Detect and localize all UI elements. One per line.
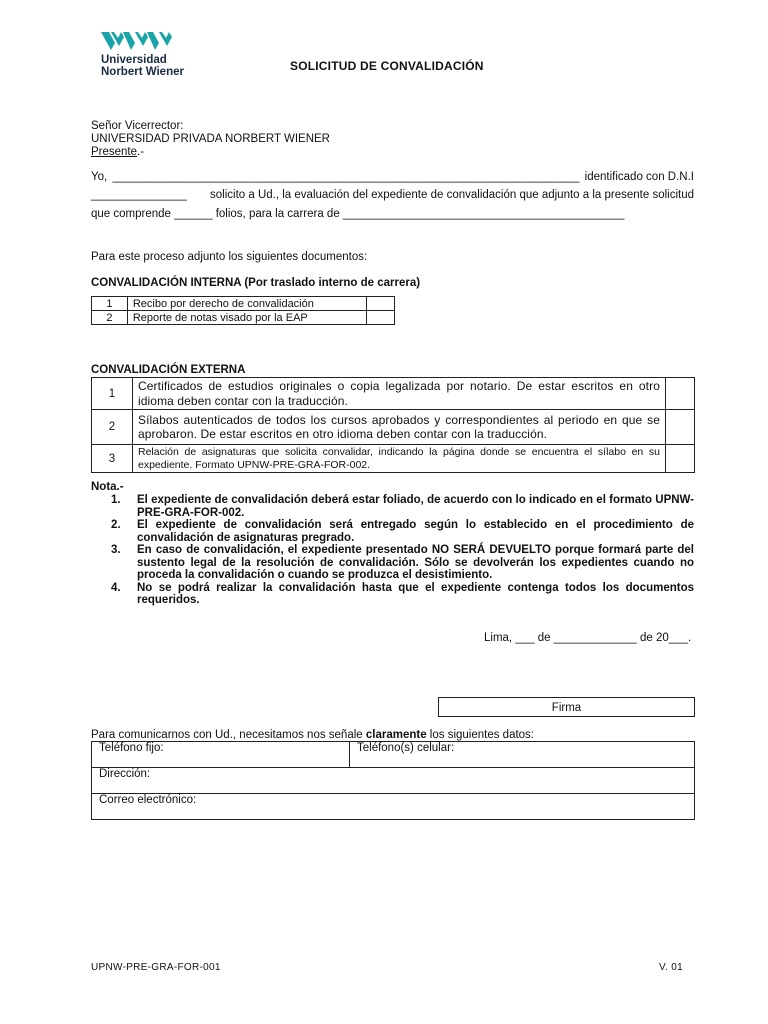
row-checkbox[interactable] [666, 410, 695, 445]
external-documents-table [91, 377, 695, 473]
note-number: 1. [111, 494, 121, 506]
note-text: El expediente de convalidación será entregado según lo establecido en el procedimiento de convalidación de asignaturas pregrado. [137, 519, 694, 544]
table-row [92, 410, 695, 445]
row-description: Reporte de notas visado por la EAP [127, 311, 366, 325]
cell-field[interactable] [350, 742, 695, 768]
folios-field[interactable]: ______ [174, 208, 213, 220]
table-row [92, 311, 395, 325]
logo-icon [101, 30, 173, 52]
documents-intro: Para este proceso adjunto los siguientes documentos: [91, 251, 368, 263]
addressee-line-3 [91, 146, 330, 159]
presente-suffix: .- [137, 146, 145, 158]
cell-label: Teléfono(s) celular: [357, 742, 455, 754]
document-title: SOLICITUD DE CONVALIDACIÓN [290, 59, 484, 73]
row-checkbox[interactable] [666, 378, 695, 410]
request-line-2 [91, 189, 694, 201]
contact-intro-start: Para comunicarnos con Ud., necesitamos nos señale [91, 729, 366, 741]
request-line-1 [91, 171, 694, 183]
email-label: Correo electrónico: [99, 794, 197, 806]
list-item [111, 544, 694, 582]
request-yo: Yo, [91, 171, 108, 183]
note-number: 3. [111, 544, 121, 556]
table-row [92, 297, 395, 311]
logo-wordmark [101, 54, 184, 78]
contact-intro [91, 729, 534, 741]
addressee-line-1: Señor Vicerrector: [91, 120, 184, 132]
list-item [111, 494, 694, 519]
notes-heading: Nota.- [91, 481, 124, 493]
row-number: 2 [92, 311, 128, 325]
request-line-3 [91, 208, 694, 220]
dni-field[interactable]: _______________ [91, 189, 187, 201]
external-section-title: CONVALIDACIÓN EXTERNA [91, 364, 246, 376]
form-version: V. 01 [659, 962, 683, 973]
signature-box[interactable] [438, 697, 695, 717]
note-text: En caso de convalidación, el expediente presentado NO SERÁ DEVUELTO porque formará parte del sustento legal de la resolución de convalidación. Sólo se devolverán los expedientes cuando no proceda la convalidación o cuando se produzca el desistimiento. [137, 544, 694, 581]
email-field[interactable] [92, 794, 695, 820]
list-item [111, 519, 694, 544]
career-label: folios, para la carrera de [215, 208, 340, 220]
row-checkbox[interactable] [367, 297, 395, 311]
row-checkbox[interactable] [367, 311, 395, 325]
addressee-block [91, 120, 330, 159]
row-description: Certificados de estudios originales o copia legalizada por notario. De estar escritos en otro idioma deben contar con la traducción. [133, 378, 666, 410]
addressee-line-2: UNIVERSIDAD PRIVADA NORBERT WIENER [91, 133, 330, 145]
signature-label: Firma [551, 702, 582, 714]
table-row [92, 378, 695, 410]
notes-list [111, 494, 694, 607]
date-line[interactable]: Lima, ___ de _____________ de 20___. [484, 632, 692, 644]
row-number: 3 [92, 445, 133, 473]
logo-line-2: Norbert Wiener [101, 66, 184, 78]
dni-label: identificado con D.N.I [584, 171, 694, 183]
presente-label: Presente [91, 146, 138, 158]
row-description: Recibo por derecho de convalidación [127, 297, 366, 311]
form-code: UPNW-PRE-GRA-FOR-001 [91, 962, 221, 973]
contact-intro-end: los siguientes datos: [426, 729, 535, 741]
table-row [92, 768, 695, 794]
phone-label: Teléfono fijo: [99, 742, 164, 754]
note-text: No se podrá realizar la convalidación hasta que el expediente contenga todos los documentos requeridos. [137, 581, 694, 606]
address-label: Dirección: [99, 768, 151, 780]
note-number: 4. [111, 581, 121, 594]
row-description: Sílabos autenticados de todos los cursos aprobados y correspondientes al periodo en que se aprobaron. De estar escritos en otro idioma deben contar con la traducción. [133, 410, 666, 445]
row-number: 1 [92, 297, 128, 311]
table-row [92, 742, 695, 768]
career-field[interactable]: ____________________________________________ [342, 208, 625, 220]
address-field[interactable] [92, 768, 695, 794]
phone-field[interactable] [92, 742, 350, 768]
internal-section-title: CONVALIDACIÓN INTERNA (Por traslado interno de carrera) [91, 277, 421, 289]
row-description: Relación de asignaturas que solicita convalidar, indicando la página donde se encuentra el sílabo en su expediente. Formato UPNW-PRE-GRA-FOR-002. [133, 445, 666, 473]
row-checkbox[interactable] [666, 445, 695, 473]
row-number: 1 [92, 378, 133, 410]
note-text: El expediente de convalidación deberá estar foliado, de acuerdo con lo indicado en el formato UPNW-PRE-GRA-FOR-002. [137, 494, 694, 519]
list-item [111, 582, 694, 607]
university-logo [101, 30, 201, 80]
table-row [92, 445, 695, 473]
internal-documents-table [91, 296, 395, 325]
row-number: 2 [92, 410, 133, 445]
note-number: 2. [111, 519, 121, 531]
logo-line-1: Universidad [101, 54, 167, 66]
contact-table [91, 741, 695, 820]
request-text: solicito a Ud., la evaluación del expediente de convalidación que adjunto a la presente solicitud [210, 189, 694, 201]
table-row [92, 794, 695, 820]
name-field[interactable]: _________________________________________________________________________ [112, 171, 580, 183]
contact-intro-emphasis: claramente [365, 729, 427, 741]
folios-label: que comprende [91, 208, 171, 220]
